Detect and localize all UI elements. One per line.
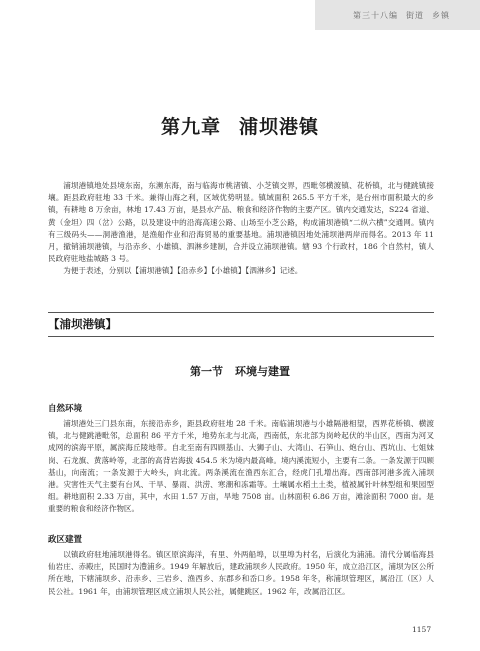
chapter-number: 第九章 <box>160 116 221 138</box>
intro-text <box>48 180 434 278</box>
environment-text <box>48 418 434 516</box>
town-heading: 【浦坝港镇】 <box>48 317 117 331</box>
heading-rule-top <box>48 312 434 313</box>
subsection-heading-administration: 政区建置 <box>48 535 83 545</box>
chapter-title <box>0 112 480 139</box>
heading-rule-bottom <box>48 336 434 337</box>
header-chapter: 第三十八编 <box>353 10 398 20</box>
chapter-name: 浦坝港镇 <box>239 116 320 138</box>
header-category: 乡镇 <box>432 10 450 20</box>
section-name: 环境与建置 <box>235 365 290 378</box>
environment-paragraph: 浦坝港处三门县东南，东接沿赤乡，距县政府驻地 28 千米。南临浦坝港与小雄隔港相望，西界花桥镇、横渡镇，北与健跳港毗邻，总面积 86 平方千米，地势东北与北高，西南低，东北部为岗岭起伏的半山区，西南为河叉成网的滨海平原，属滨海丘陵地带。自北至南有四顾基山、大狮子山、大湾山、石笋山、炮台山、西坑山、七姐妹岗、石龙旗、黄落岭等，北部的高背岩海拔 454.5 米为境内最高峰。境内溪流短小，主要有二条。一条发源于四顾基山，向南流；一条发源于大岭头，向北流。两条溪流在渔西东汇合，经虎门孔增出海。西南部河港多流入浦坝港。灾害性天气主要有台风、干旱、暴雨、洪涝、寒潮和冻霜等。土壤属水稻土土类，植被属针叶林型组和果园型组。耕地面积 2.33 万亩，其中，水田 1.57 万亩，旱地 7508 亩。山林面积 6.86 万亩，滩涂面积 7000 亩。是重要的粮食和经济作物区。 <box>48 419 434 514</box>
intro-paragraph: 浦坝港镇地处县境东南，东濒东海，南与临海市桃渚镇、小芝镇交界，西毗邻横渡镇、花桥镇，北与健跳镇接壤。距县政府驻地 33 千米。兼得山海之利，区域优势明显。镇域面积 265.5 平方千米，是台州市面积最大的乡镇，有耕地 8 万余亩，林地 17.43 万亩，是县水产品、粮食和经济作物的主要产区。镇内交通发达，S224 省道、黄（金坦）四（岔）公路，以及建设中的沿海高速公路、山场至小芝公路，构成浦坝港镇“二纵六横”交通网。镇内有三级码头——洞港渔港，是渔船作业和沿海贸易的重要基地。浦坝港镇因地处浦坝港两岸而得名。2013 年 11 月，撤销浦坝港镇，与沿赤乡、小雄镇、泗淋乡建制，合并设立浦坝港镇。辖 93 个行政村，186 个自然村，镇人民政府驻地盐城路 3 号。 <box>48 181 434 264</box>
administration-text <box>48 549 434 598</box>
subsection-heading-environment: 自然环境 <box>48 404 83 414</box>
intro-paragraph: 为便于表述，分别以【浦坝港镇】【沿赤乡】【小雄镇】【泗淋乡】记述。 <box>63 266 303 276</box>
section-number: 第一节 <box>190 365 223 378</box>
administration-paragraph: 以镇政府驻地浦坝港得名。镇区原滨海洋，有里、外两船埠，以里埠为村名，后演化为浦浦。清代分属临海县仙岩庄、赤殿庄，民国时为澧浦乡。1949 年解放后，建政浦坝乡人民政府。1950 年，成立沿江区，浦坝为区公所所在地，下辖浦坝乡、沿赤乡、三岩乡、渔西乡、东郡乡和岙口乡。1958 年冬，称浦坝管理区，属沿江（区）人民公社。1961 年，由浦坝管理区成立浦坝人民公社，属健跳区。1962 年，改属沿江区。 <box>48 550 434 596</box>
section-title <box>0 363 480 379</box>
header-section: 街道 <box>406 10 424 20</box>
page-number: 1157 <box>412 625 432 634</box>
running-header <box>315 0 480 30</box>
